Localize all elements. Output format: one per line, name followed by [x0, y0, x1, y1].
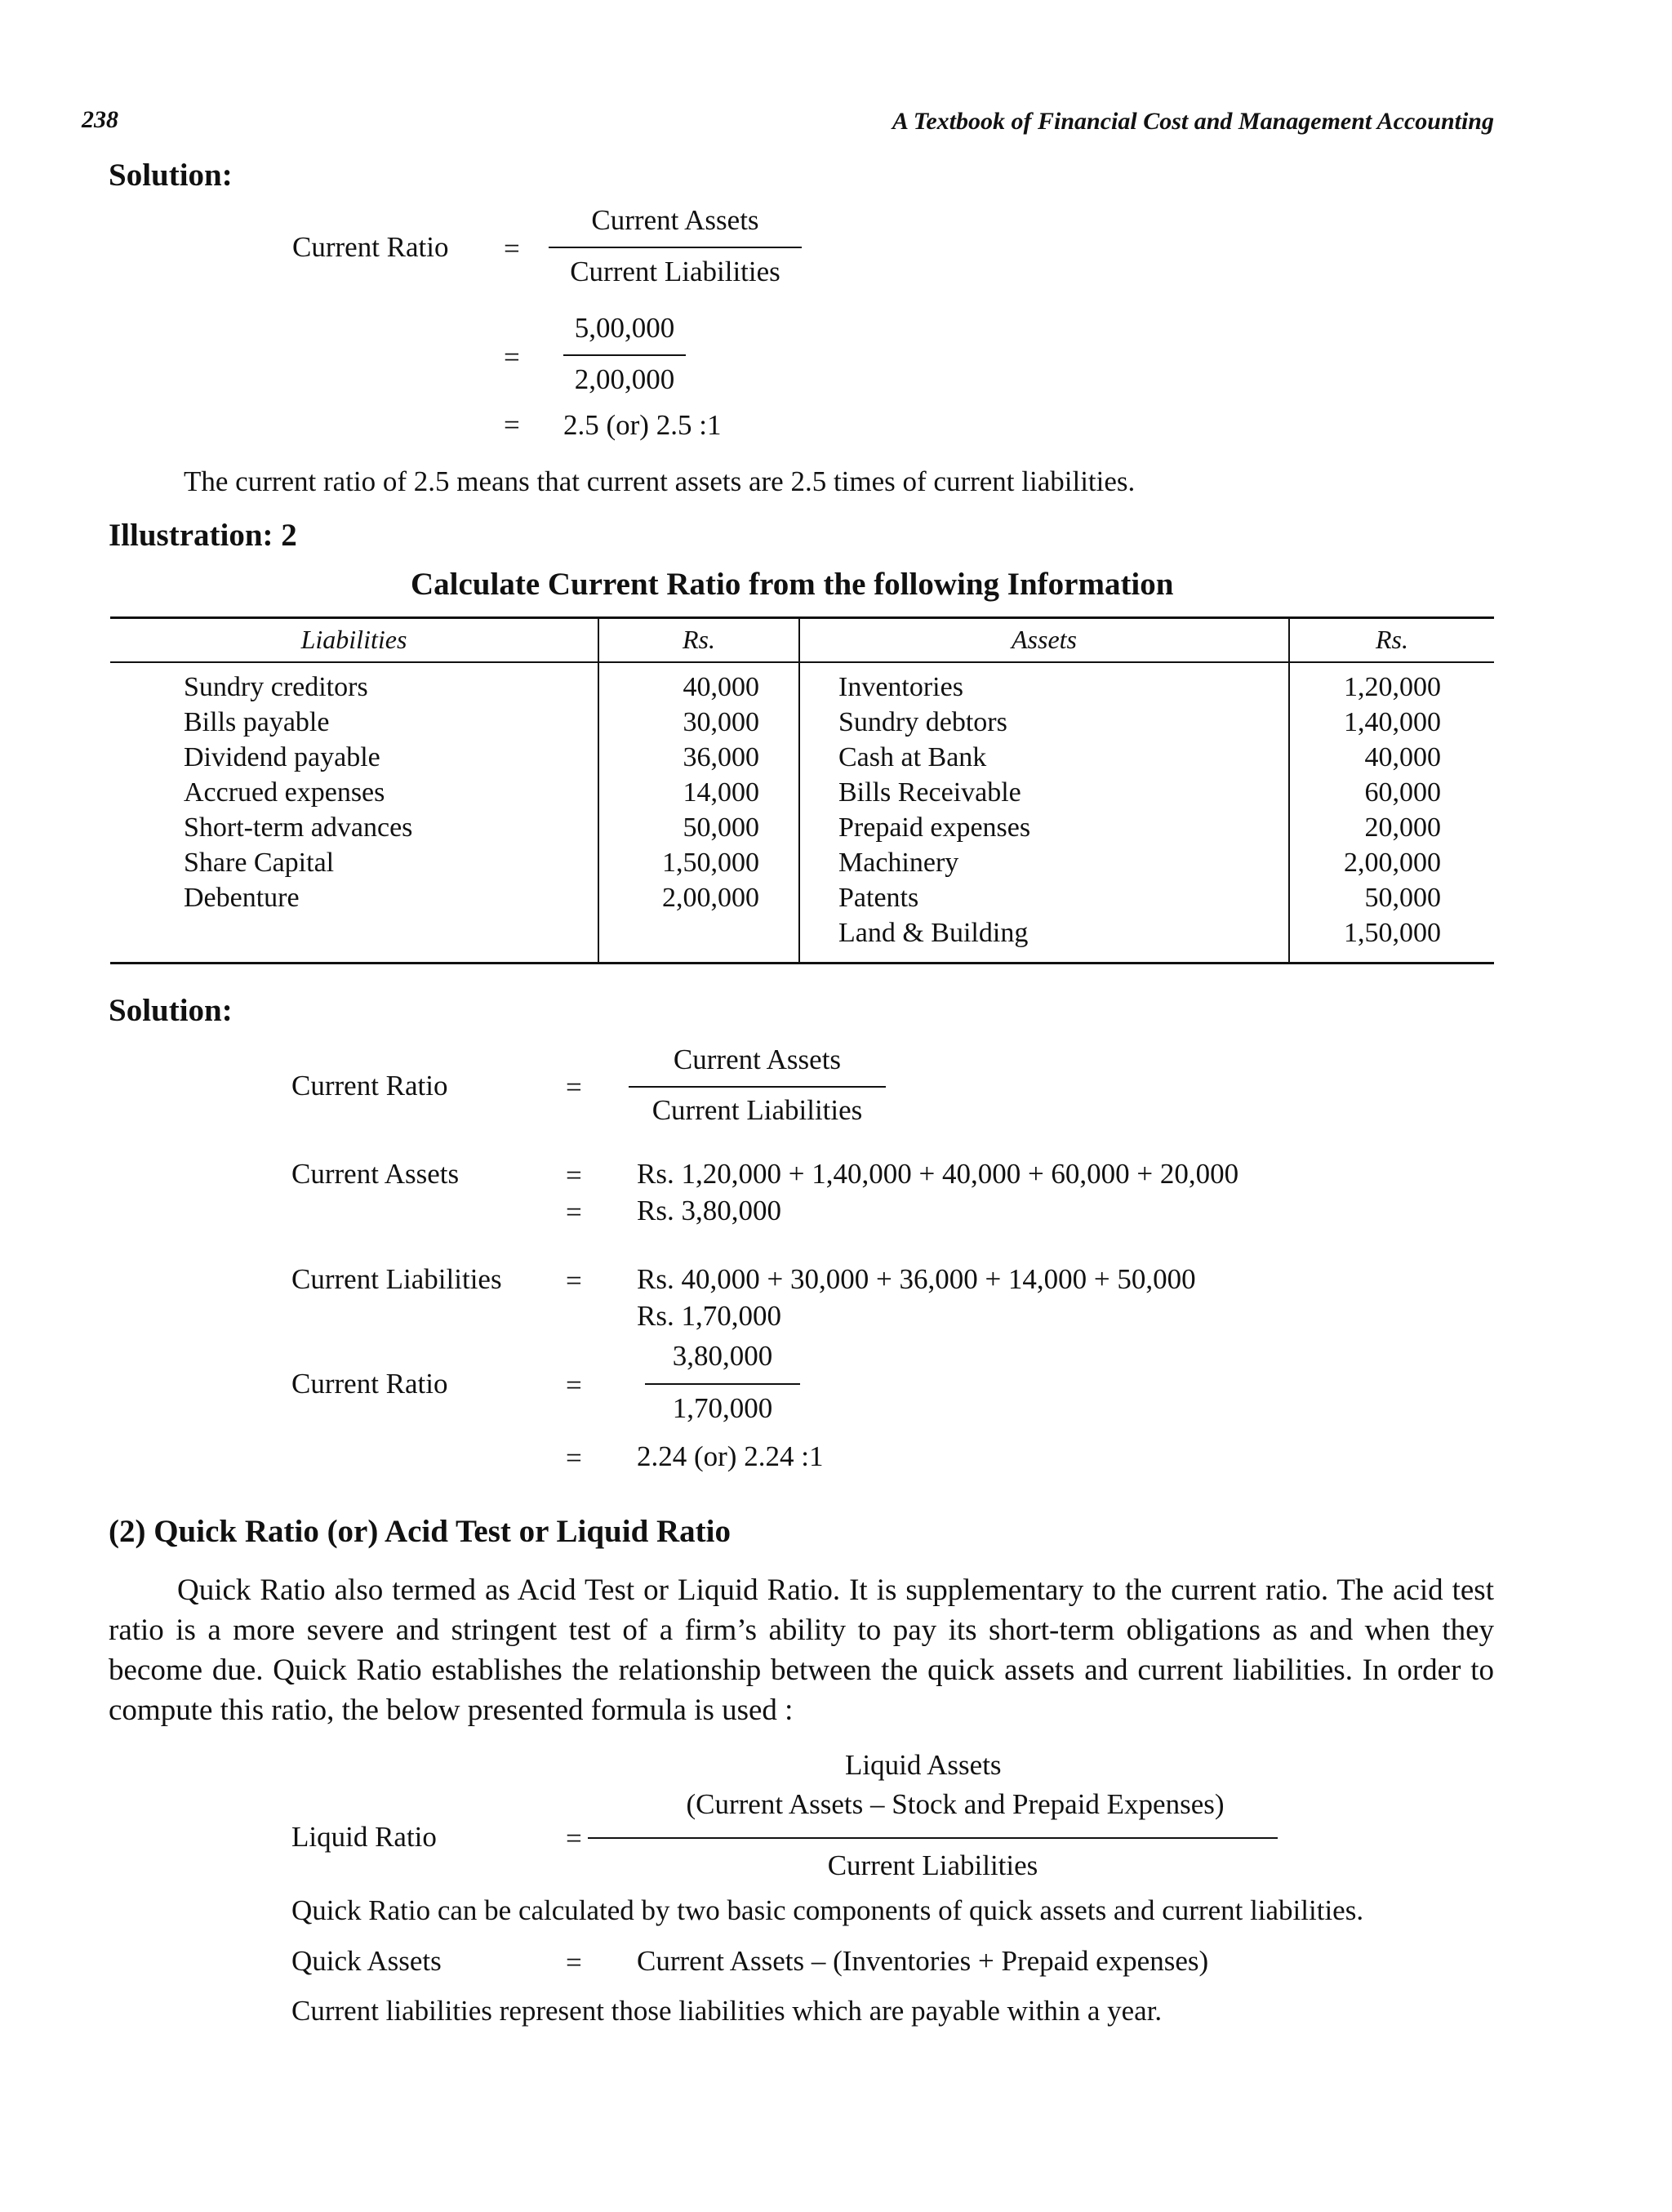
table-cell: 20,000	[1364, 812, 1441, 843]
current-assets-total: Rs. 3,80,000	[637, 1195, 781, 1226]
equals-sign: =	[504, 409, 520, 441]
quick-ratio-description: Quick Ratio can be calculated by two basic components of quick assets and current liabilities.	[291, 1894, 1364, 1926]
fraction-denominator: 1,70,000	[672, 1392, 773, 1424]
running-title: A Textbook of Financial Cost and Management Accounting	[892, 108, 1494, 135]
table-row: Accrued expenses	[184, 777, 385, 808]
table-cell: 40,000	[1364, 742, 1441, 772]
equals-sign: =	[566, 1947, 582, 1978]
table-row: Land & Building	[838, 918, 1029, 948]
paragraph-text: Quick Ratio also termed as Acid Test or Liquid Ratio. It is supplementary to the current ratio. The acid test ratio is a more severe and stringent test of a firm’s ability to pay its short-term obligations as and when they become due. Quick Ratio establishes the relationship between the quick assets and current liabilities. In order to compute this ratio, the below presented formula is used :	[109, 1573, 1494, 1727]
column-header-assets: Assets	[1012, 625, 1077, 654]
assets-amounts	[1298, 670, 1441, 950]
current-liabilities-note: Current liabilities represent those liabilities which are payable within a year.	[291, 1995, 1163, 2027]
quick-assets-label: Quick Assets	[291, 1945, 442, 1977]
table-cell: 2,00,000	[1344, 848, 1441, 878]
table-row: Inventories	[838, 672, 963, 702]
table-cell: 1,40,000	[1344, 707, 1441, 737]
table-row: Share Capital	[184, 848, 335, 878]
column-divider	[1288, 616, 1290, 964]
result-value: 2.24 (or) 2.24 :1	[637, 1440, 824, 1472]
fraction-bar	[588, 1837, 1278, 1839]
fraction-bar	[629, 1086, 886, 1088]
equals-sign: =	[504, 233, 520, 265]
fraction-bar	[563, 354, 686, 356]
equals-sign: =	[566, 1823, 582, 1854]
section-heading: (2) Quick Ratio (or) Acid Test or Liquid Ratio	[109, 1514, 732, 1549]
table-cell: 40,000	[683, 672, 759, 702]
fraction-numerator: 3,80,000	[672, 1340, 773, 1372]
result-value: 2.5 (or) 2.5 :1	[563, 409, 722, 441]
liabilities-names	[184, 670, 412, 915]
solution-heading: Solution:	[109, 993, 233, 1028]
table-cell: 2,00,000	[662, 883, 759, 913]
table-cell: 50,000	[1364, 883, 1441, 913]
column-divider	[598, 616, 599, 964]
fraction-numerator: Current Assets	[673, 1044, 842, 1075]
current-assets-sum: Rs. 1,20,000 + 1,40,000 + 40,000 + 60,000 + 20,000	[637, 1158, 1239, 1190]
fraction-denominator: Current Liabilities	[570, 256, 780, 287]
equals-sign: =	[566, 1369, 582, 1401]
quick-ratio-paragraph	[109, 1570, 1494, 1730]
table-row: Sundry debtors	[838, 707, 1007, 737]
current-ratio-label: Current Ratio	[291, 1070, 448, 1102]
equals-sign: =	[566, 1196, 582, 1228]
table-row: Machinery	[838, 848, 959, 878]
fraction-denominator: 2,00,000	[574, 363, 675, 395]
current-ratio-label: Current Ratio	[291, 1368, 448, 1400]
liquid-ratio-label: Liquid Ratio	[291, 1821, 437, 1853]
illustration-heading: Illustration: 2	[109, 518, 297, 553]
fraction-numerator: 5,00,000	[574, 312, 675, 344]
column-header-rs: Rs.	[1376, 625, 1408, 654]
table-row: Bills Receivable	[838, 777, 1021, 808]
table-row: Patents	[838, 883, 919, 913]
table-cell: 36,000	[683, 742, 759, 772]
table-row: Cash at Bank	[838, 742, 987, 772]
table-header-rule	[110, 661, 1494, 663]
current-liabilities-label: Current Liabilities	[291, 1263, 502, 1295]
table-cell: 50,000	[683, 812, 759, 843]
assets-names	[838, 670, 1030, 950]
table-cell: 30,000	[683, 707, 759, 737]
equals-sign: =	[504, 341, 520, 373]
explanation-text: The current ratio of 2.5 means that current assets are 2.5 times of current liabilities.	[184, 465, 1136, 497]
table-row: Debenture	[184, 883, 300, 913]
column-header-rs: Rs.	[683, 625, 715, 654]
equals-sign: =	[566, 1071, 582, 1103]
equals-sign: =	[566, 1442, 582, 1474]
table-cell: 1,50,000	[662, 848, 759, 878]
fraction-bar	[645, 1383, 800, 1385]
liabilities-amounts	[604, 670, 759, 915]
quick-assets-formula: Current Assets – (Inventories + Prepaid expenses)	[637, 1945, 1209, 1977]
table-row: Short-term advances	[184, 812, 413, 843]
table-bottom-rule	[110, 962, 1494, 964]
fraction-denominator: Current Liabilities	[827, 1849, 1038, 1881]
table-row: Dividend payable	[184, 742, 380, 772]
table-cell: 1,20,000	[1344, 672, 1441, 702]
solution-heading: Solution:	[109, 158, 233, 193]
fraction-denominator: Current Liabilities	[651, 1094, 863, 1126]
table-row: Prepaid expenses	[838, 812, 1031, 843]
column-divider	[798, 616, 800, 964]
fraction-numerator: Current Assets	[591, 204, 759, 236]
column-header-liabilities: Liabilities	[300, 625, 407, 654]
current-liabilities-total: Rs. 1,70,000	[637, 1300, 781, 1332]
table-row: Sundry creditors	[184, 672, 368, 702]
current-ratio-label: Current Ratio	[292, 231, 449, 263]
fraction-numerator-detail: (Current Assets – Stock and Prepaid Expenses)	[686, 1788, 1225, 1820]
equals-sign: =	[566, 1265, 582, 1297]
table-cell: 1,50,000	[1344, 918, 1441, 948]
table-row: Bills payable	[184, 707, 330, 737]
table-cell: 14,000	[683, 777, 759, 808]
page-number: 238	[82, 106, 118, 133]
table-title: Calculate Current Ratio from the following Information	[411, 567, 1174, 602]
fraction-numerator: Liquid Assets	[845, 1749, 1002, 1781]
table-cell: 60,000	[1364, 777, 1441, 808]
table-top-rule	[110, 616, 1494, 619]
current-assets-label: Current Assets	[291, 1158, 460, 1190]
current-liabilities-sum: Rs. 40,000 + 30,000 + 36,000 + 14,000 + 50,000	[637, 1263, 1196, 1295]
fraction-bar	[549, 247, 802, 248]
equals-sign: =	[566, 1159, 582, 1191]
